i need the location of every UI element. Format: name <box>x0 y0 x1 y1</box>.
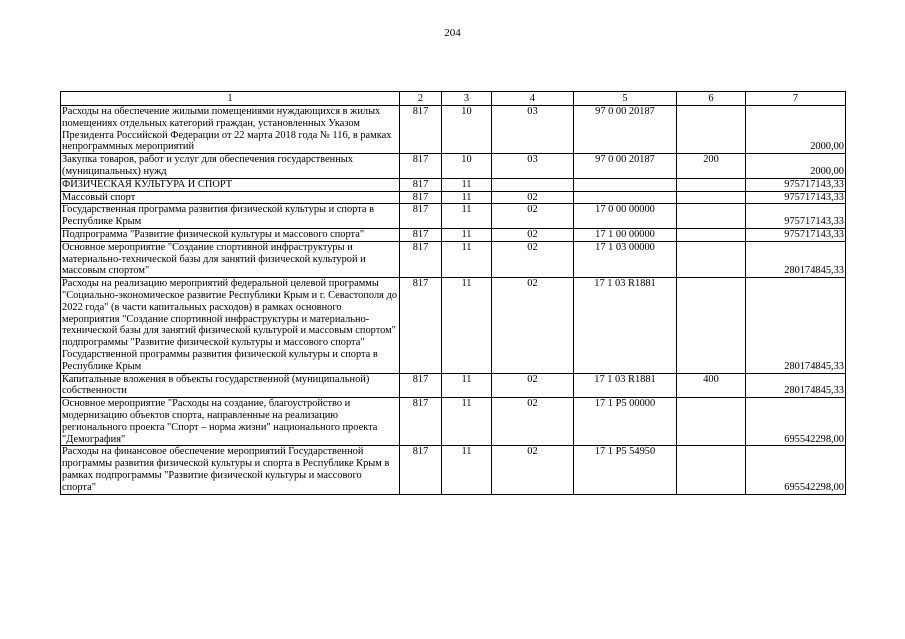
row-code-subsection: 03 <box>492 106 574 154</box>
row-amount: 280174845,33 <box>746 373 846 398</box>
row-code-target: 17 1 Р5 54950 <box>574 446 677 494</box>
row-description: Расходы на финансовое обеспечение мероприятий Государственной программы развития физической культуры и спорта в Республике Крым в рамках подпрограммы "Развитие физической культуры и массового спорта" <box>61 446 400 494</box>
row-code-expense-type <box>677 191 746 204</box>
row-code-target: 17 1 00 00000 <box>574 228 677 241</box>
column-header: 1 <box>61 92 400 106</box>
row-code-section: 10 <box>442 154 492 179</box>
row-description: Основное мероприятие "Создание спортивной инфраструктуры и материально-технической базы для занятий физической культурой и массовым спортом" <box>61 241 400 277</box>
row-code-target <box>574 178 677 191</box>
row-code-expense-type: 200 <box>677 154 746 179</box>
row-code-section: 11 <box>442 191 492 204</box>
table-row <box>61 154 846 179</box>
table-header-row <box>61 92 846 106</box>
row-code-admin: 817 <box>400 446 442 494</box>
column-header: 2 <box>400 92 442 106</box>
table-row <box>61 373 846 398</box>
row-amount: 975717143,33 <box>746 204 846 229</box>
row-code-section: 11 <box>442 228 492 241</box>
row-description: Подпрограмма "Развитие физической культуры и массового спорта" <box>61 228 400 241</box>
row-amount: 975717143,33 <box>746 178 846 191</box>
row-code-subsection: 02 <box>492 278 574 373</box>
row-code-admin: 817 <box>400 228 442 241</box>
row-code-target: 17 1 03 R1881 <box>574 278 677 373</box>
row-code-expense-type <box>677 241 746 277</box>
row-description: Капитальные вложения в объекты государственной (муниципальной) собственности <box>61 373 400 398</box>
row-amount: 975717143,33 <box>746 191 846 204</box>
row-code-target: 17 1 03 00000 <box>574 241 677 277</box>
row-amount: 975717143,33 <box>746 228 846 241</box>
row-code-admin: 817 <box>400 178 442 191</box>
row-code-expense-type: 400 <box>677 373 746 398</box>
row-code-admin: 817 <box>400 204 442 229</box>
row-code-section: 11 <box>442 241 492 277</box>
row-description: Массовый спорт <box>61 191 400 204</box>
column-header: 6 <box>677 92 746 106</box>
row-amount: 280174845,33 <box>746 241 846 277</box>
row-code-target: 97 0 00 20187 <box>574 106 677 154</box>
row-code-expense-type <box>677 398 746 446</box>
budget-table <box>60 91 846 495</box>
row-code-subsection: 02 <box>492 446 574 494</box>
row-code-target: 97 0 00 20187 <box>574 154 677 179</box>
table-row <box>61 241 846 277</box>
row-code-expense-type <box>677 106 746 154</box>
row-code-expense-type <box>677 446 746 494</box>
row-code-subsection: 02 <box>492 204 574 229</box>
row-code-section: 11 <box>442 373 492 398</box>
row-code-section: 10 <box>442 106 492 154</box>
column-header: 5 <box>574 92 677 106</box>
row-code-subsection: 02 <box>492 191 574 204</box>
column-header: 7 <box>746 92 846 106</box>
row-code-section: 11 <box>442 278 492 373</box>
row-code-target: 17 0 00 00000 <box>574 204 677 229</box>
row-code-expense-type <box>677 178 746 191</box>
row-code-admin: 817 <box>400 154 442 179</box>
column-header: 3 <box>442 92 492 106</box>
column-header: 4 <box>492 92 574 106</box>
row-code-target <box>574 191 677 204</box>
row-code-expense-type <box>677 278 746 373</box>
row-description: Основное мероприятие "Расходы на создание, благоустройство и модернизацию объектов спорта, направленные на реализацию регионального проекта "Спорт – норма жизни" национального проекта "Демография" <box>61 398 400 446</box>
row-code-subsection: 02 <box>492 228 574 241</box>
row-description: ФИЗИЧЕСКАЯ КУЛЬТУРА И СПОРТ <box>61 178 400 191</box>
row-code-subsection <box>492 178 574 191</box>
row-description: Расходы на реализацию мероприятий федеральной целевой программы "Социально-экономическое развитие Республики Крым и г. Севастополя до 2022 года" (в части капитальных расходов) в рамках основного мероприятия "Создание спортивной инфраструктуры и материально-технической базы для занятий физической культурой и массовым спортом" подпрограммы "Развитие физической культуры и массового спорта" Государственной программы развития физической культуры и спорта в Республике Крым <box>61 278 400 373</box>
row-amount: 2000,00 <box>746 154 846 179</box>
row-code-subsection: 02 <box>492 241 574 277</box>
row-amount: 695542298,00 <box>746 446 846 494</box>
row-code-admin: 817 <box>400 191 442 204</box>
row-code-expense-type <box>677 228 746 241</box>
row-code-section: 11 <box>442 178 492 191</box>
row-code-subsection: 02 <box>492 398 574 446</box>
row-description: Расходы на обеспечение жилыми помещениями нуждающихся в жилых помещениях отдельных категорий граждан, установленных Указом Президента Российской Федерации от 22 марта 2018 года № 116, в рамках непрограммных мероприятий <box>61 106 400 154</box>
row-code-subsection: 03 <box>492 154 574 179</box>
table-row <box>61 178 846 191</box>
row-code-admin: 817 <box>400 373 442 398</box>
row-code-target: 17 1 03 R1881 <box>574 373 677 398</box>
row-code-admin: 817 <box>400 398 442 446</box>
table-row <box>61 278 846 373</box>
row-description: Закупка товаров, работ и услуг для обеспечения государственных (муниципальных) нужд <box>61 154 400 179</box>
row-code-admin: 817 <box>400 241 442 277</box>
table-row <box>61 106 846 154</box>
page-number: 204 <box>444 27 461 39</box>
row-code-target: 17 1 Р5 00000 <box>574 398 677 446</box>
row-code-section: 11 <box>442 446 492 494</box>
table-row <box>61 446 846 494</box>
row-amount: 280174845,33 <box>746 278 846 373</box>
row-code-expense-type <box>677 204 746 229</box>
table-row <box>61 398 846 446</box>
row-amount: 695542298,00 <box>746 398 846 446</box>
row-description: Государственная программа развития физической культуры и спорта в Республике Крым <box>61 204 400 229</box>
row-code-section: 11 <box>442 204 492 229</box>
table-row <box>61 204 846 229</box>
row-code-admin: 817 <box>400 106 442 154</box>
row-code-admin: 817 <box>400 278 442 373</box>
table-row <box>61 228 846 241</box>
table-row <box>61 191 846 204</box>
row-amount: 2000,00 <box>746 106 846 154</box>
row-code-subsection: 02 <box>492 373 574 398</box>
row-code-section: 11 <box>442 398 492 446</box>
